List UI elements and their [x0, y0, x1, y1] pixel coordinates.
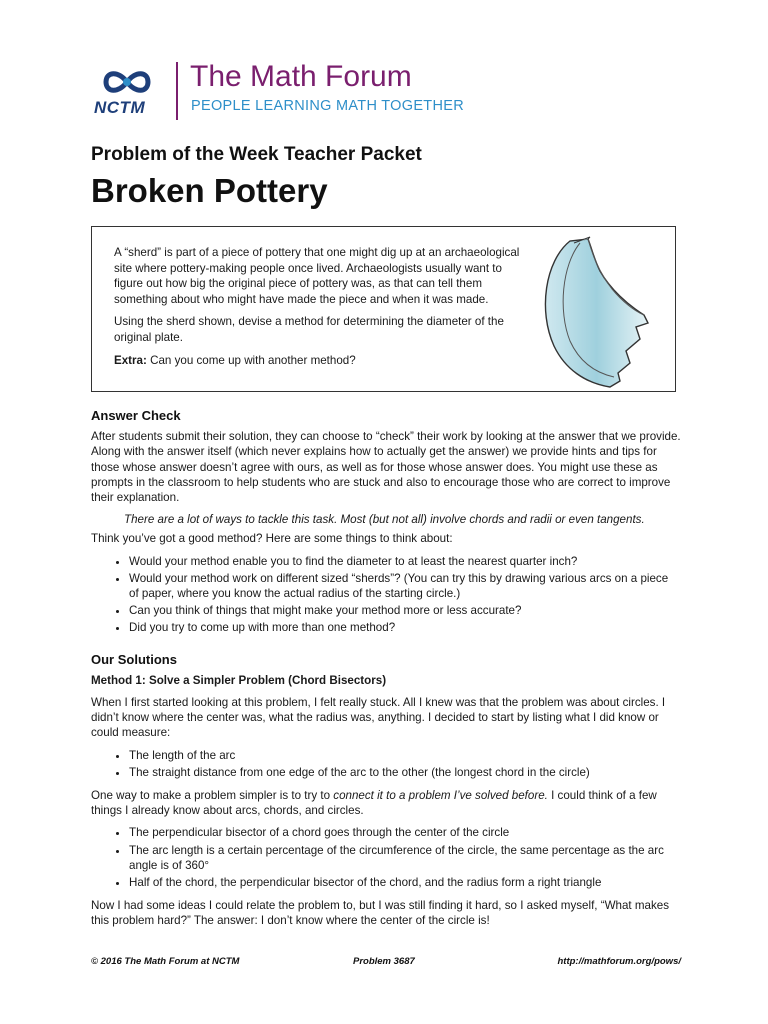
problem-text — [114, 245, 524, 375]
p2-emphasis: connect it to a problem I’ve solved before. — [333, 789, 548, 803]
list-item: • The straight distance from one edge of the arc to the other (the longest chord in the circle) — [129, 765, 681, 780]
nctm-logo-icon — [92, 66, 162, 98]
think-about-list — [91, 554, 681, 636]
list-item: • The perpendicular bisector of a chord goes through the center of the circle — [129, 825, 681, 840]
list-item: • Can you think of things that might make your method more or less accurate? — [129, 603, 681, 618]
problem-extra — [114, 353, 524, 369]
packet-subtitle: Problem of the Week Teacher Packet — [91, 144, 422, 165]
list-item: • The length of the arc — [129, 748, 681, 763]
list-item: • Would your method enable you to find the diameter to at least the nearest quarter inch? — [129, 554, 681, 569]
method-1-paragraph-1: When I first started looking at this problem, I felt really stuck. All I knew was that the problem was about circles. I didn’t know where the center was, what the radius was, anything. I decided to start by listing what I did know or could measure: — [91, 696, 666, 740]
answer-check-heading: Answer Check — [91, 408, 181, 423]
p2-after: I could think of a few things I already know about arcs, chords, and circles. — [91, 789, 657, 818]
problem-box — [91, 226, 676, 392]
known-measures-list — [91, 748, 681, 780]
method-1-paragraph-2 — [91, 788, 681, 818]
pottery-sherd-illustration-icon — [540, 231, 652, 389]
logo-title: The Math Forum — [190, 60, 412, 93]
answer-check-paragraph: After students submit their solution, they can choose to “check” their work by looking at the answer that we provide. Along with the answer itself (which never explains how to actually get the answer) we provide hints and tips for those whose answer doesn’t agree with ours, as well as for those whose answer does. You might use these as prompts in the classroom to help students who are stuck and also to encourage those who are correct to improve their explanation. — [91, 430, 681, 505]
main-content — [91, 408, 681, 936]
list-item: • Half of the chord, the perpendicular bisector of the chord, and the radius form a right triangle — [129, 875, 681, 890]
known-facts-list — [91, 825, 681, 890]
answer-check-quote: There are a lot of ways to tackle this task. Most (but not all) involve chords and radii or even tangents. — [124, 513, 645, 527]
problem-paragraph-1: A “sherd” is part of a piece of pottery that one might dig up at an archaeological site where pottery-making people once lived. Archaeologists usually want to figure out how big the original piece of pottery was, as that can tell them something about who might have made the piece and when it was made. — [114, 246, 520, 306]
method-1-paragraph-3: Now I had some ideas I could relate the problem to, but I was still finding it hard, so I asked myself, “What makes this problem hard?” The answer: I don’t know where the center of the circle is! — [91, 899, 670, 928]
page-title: Broken Pottery — [91, 172, 328, 209]
nctm-wordmark: NCTM — [94, 98, 146, 117]
footer-url-link[interactable]: http://mathforum.org/pows/ — [557, 956, 681, 967]
p2-before: One way to make a problem simpler is to try to — [91, 789, 334, 803]
list-item: • Did you try to come up with more than one method? — [129, 620, 681, 635]
footer-problem-number: Problem 3687 — [353, 956, 415, 967]
logo-divider — [176, 62, 178, 120]
extra-text: Can you come up with another method? — [146, 353, 356, 367]
list-item: • The arc length is a certain percentage of the circumference of the circle, the same percentage as the arc angle is of 360° — [129, 843, 681, 873]
footer-copyright: © 2016 The Math Forum at NCTM — [91, 956, 240, 967]
logo-tagline: PEOPLE LEARNING MATH TOGETHER — [191, 98, 464, 114]
think-about-intro: Think you’ve got a good method? Here are some things to think about: — [91, 532, 453, 546]
list-item: • Would your method work on different sized “sherds”? (You can try this by drawing various arcs on a piece of paper, where you know the actual radius of the starting circle.) — [129, 571, 681, 601]
problem-paragraph-2: Using the sherd shown, devise a method for determining the diameter of the original plate. — [114, 315, 504, 344]
method-1-title: Method 1: Solve a Simpler Problem (Chord Bisectors) — [91, 673, 387, 687]
page-footer — [91, 956, 681, 970]
our-solutions-heading: Our Solutions — [91, 651, 177, 667]
extra-label: Extra: — [114, 353, 147, 367]
spacer — [91, 644, 681, 652]
math-forum-logo — [92, 60, 464, 122]
